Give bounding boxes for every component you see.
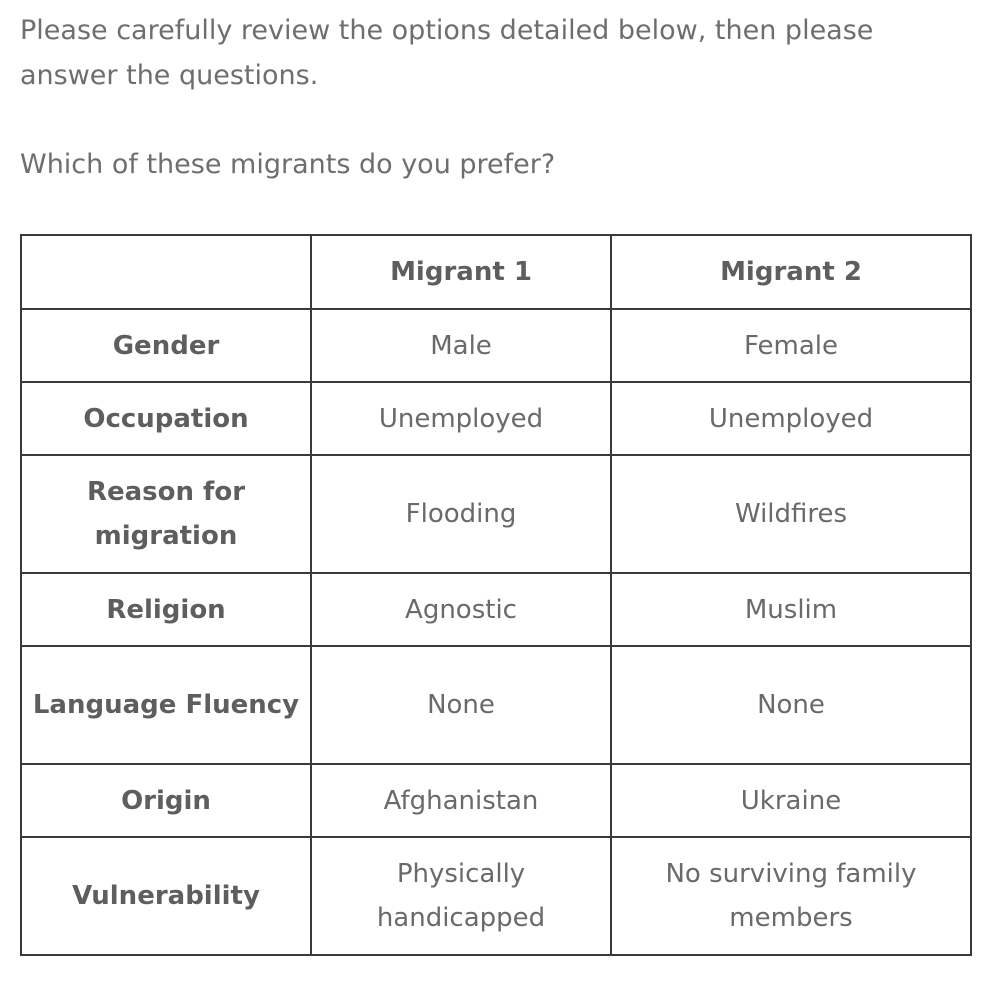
table-row [21, 309, 971, 382]
cell-migrant-2: Wildfires [611, 455, 971, 573]
table-header-row [21, 235, 971, 309]
row-label-religion: Religion [21, 573, 311, 646]
table-row [21, 455, 971, 573]
table-row [21, 382, 971, 455]
cell-migrant-1: Male [311, 309, 611, 382]
question-text: Which of these migrants do you prefer? [20, 149, 556, 180]
table-row [21, 837, 971, 955]
row-label-vulnerability: Vulnerability [21, 837, 311, 955]
cell-migrant-2: None [611, 646, 971, 764]
row-label-reason-for-migration: Reason for migration [21, 455, 311, 573]
column-header-migrant-2: Migrant 2 [611, 235, 971, 309]
cell-migrant-1: None [311, 646, 611, 764]
row-label-gender: Gender [21, 309, 311, 382]
comparison-table [20, 234, 972, 956]
intro-text: Please carefully review the options detailed below, then please answer the questions. [20, 15, 874, 91]
cell-migrant-2: Female [611, 309, 971, 382]
cell-migrant-2: No surviving family members [611, 837, 971, 955]
cell-migrant-1: Physically handicapped [311, 837, 611, 955]
cell-migrant-1: Afghanistan [311, 764, 611, 837]
table-row [21, 764, 971, 837]
table-row [21, 573, 971, 646]
corner-cell [21, 235, 311, 309]
cell-migrant-1: Unemployed [311, 382, 611, 455]
cell-migrant-2: Ukraine [611, 764, 971, 837]
cell-migrant-2: Unemployed [611, 382, 971, 455]
row-label-origin: Origin [21, 764, 311, 837]
column-header-migrant-1: Migrant 1 [311, 235, 611, 309]
cell-migrant-1: Flooding [311, 455, 611, 573]
cell-migrant-1: Agnostic [311, 573, 611, 646]
row-label-language-fluency: Language Fluency [21, 646, 311, 764]
row-label-occupation: Occupation [21, 382, 311, 455]
table-row [21, 646, 971, 764]
cell-migrant-2: Muslim [611, 573, 971, 646]
